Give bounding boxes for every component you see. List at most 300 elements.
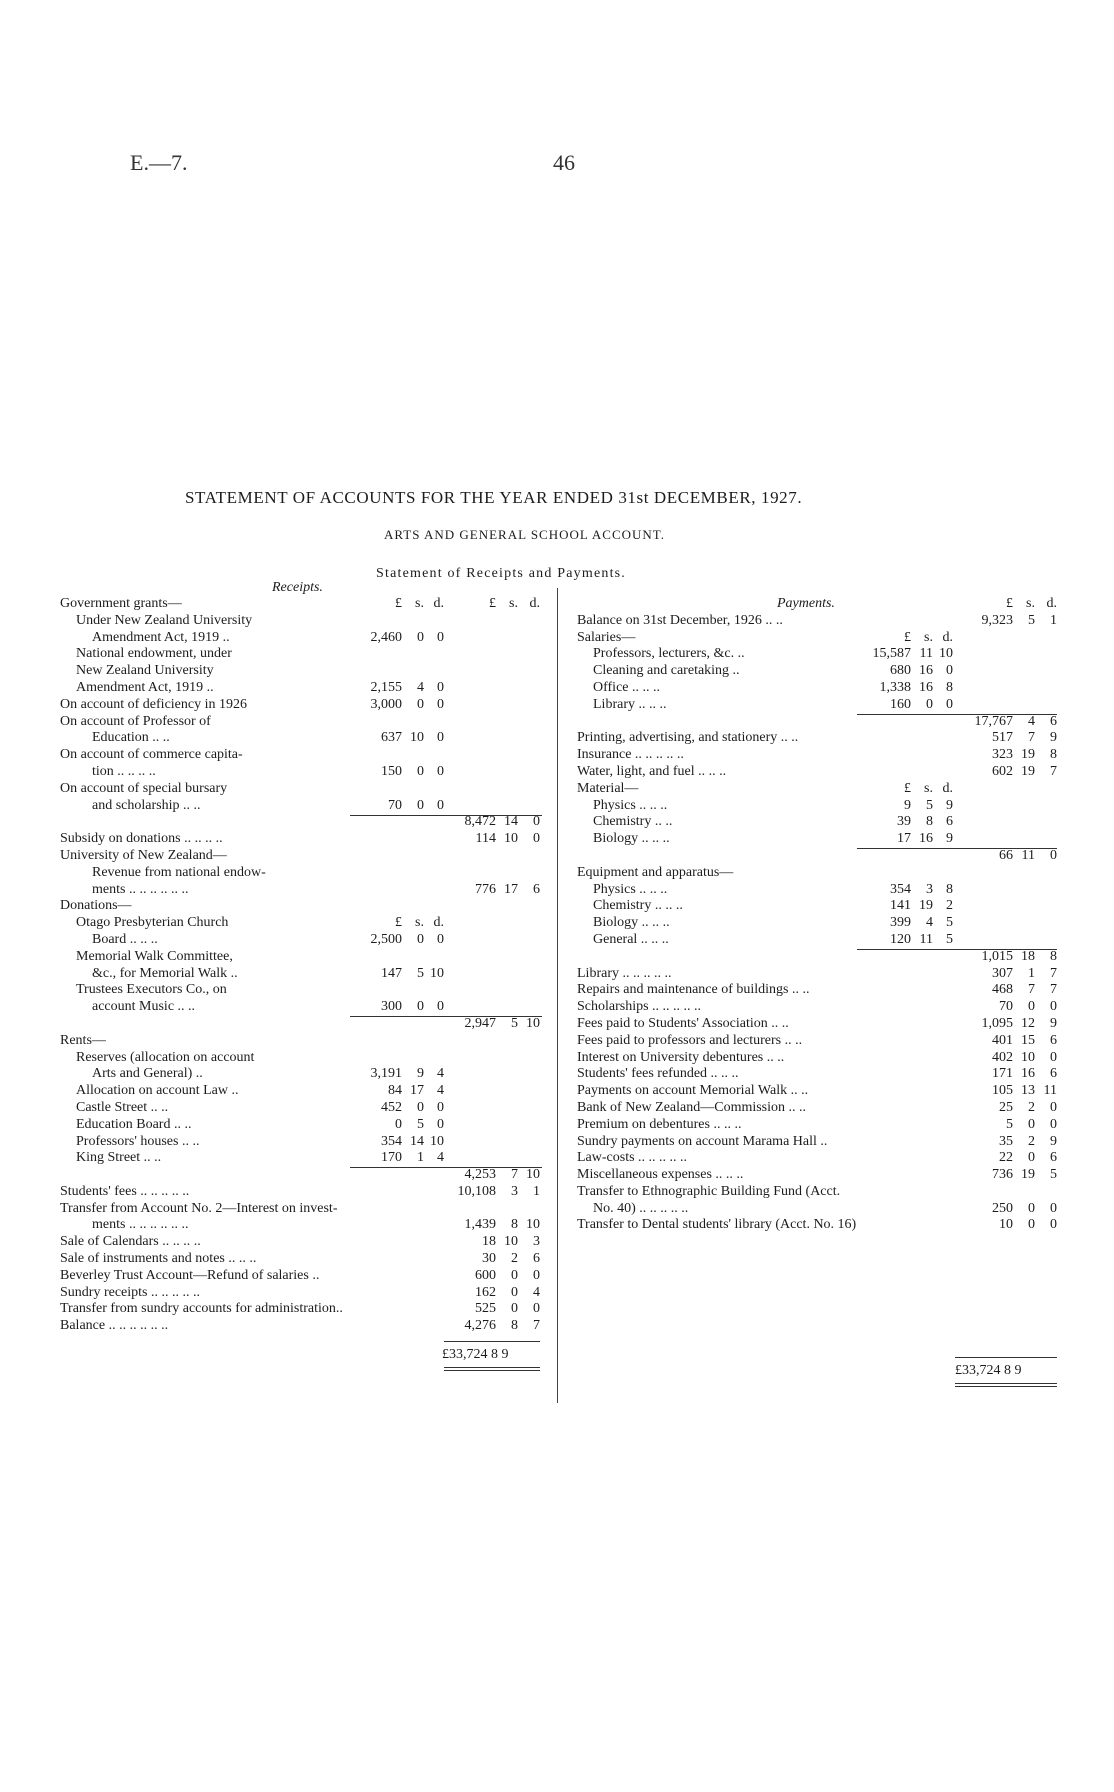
row-label: Castle Street .. .. <box>76 1099 169 1115</box>
amount-pence: 0 <box>437 931 444 947</box>
payment-row <box>577 663 1077 680</box>
amount-shillings: 19 <box>919 898 933 914</box>
amount-pence: 0 <box>437 797 444 813</box>
row-label: Balance on 31st December, 1926 .. .. <box>577 612 783 628</box>
amount-pounds: £ <box>395 915 402 931</box>
amount-pence: 0 <box>1050 1116 1057 1132</box>
row-label: No. 40) .. .. .. .. .. <box>593 1200 689 1216</box>
receipt-row <box>60 680 550 697</box>
row-label: Chemistry .. .. <box>593 814 673 830</box>
amount-pounds: 171 <box>992 1066 1013 1082</box>
receipt-row <box>60 781 550 798</box>
row-label: Rents— <box>60 1032 106 1048</box>
amount-pence: 4 <box>437 1150 444 1166</box>
amount-shillings: 5 <box>1028 612 1035 628</box>
amount-shillings: 0 <box>417 999 424 1015</box>
amount-pence: 10 <box>526 1217 540 1233</box>
amount-shillings: 0 <box>511 1267 518 1283</box>
row-label: Board .. .. .. <box>92 931 158 947</box>
amount-pence: 0 <box>1050 1099 1057 1115</box>
amount-pounds: 39 <box>897 814 911 830</box>
amount-pounds: 401 <box>992 1032 1013 1048</box>
amount-shillings: 11 <box>1021 847 1035 863</box>
payment-row <box>577 1016 1077 1033</box>
receipt-row <box>60 882 550 899</box>
amount-pence: 5 <box>946 931 953 947</box>
receipt-row <box>60 730 550 747</box>
receipt-row <box>60 1217 550 1234</box>
amount-shillings: 19 <box>1021 763 1035 779</box>
amount-pounds: 84 <box>388 1083 402 1099</box>
amount-pounds: £ <box>489 596 496 611</box>
row-label: National endowment, under <box>76 646 232 662</box>
amount-pounds: £ <box>395 596 402 611</box>
amount-shillings: 19 <box>1021 1167 1035 1183</box>
payments-total: £33,724 8 9 <box>955 1363 1022 1378</box>
payment-row <box>577 646 1077 663</box>
amount-pence: 10 <box>430 1133 444 1149</box>
row-label: Payments on account Memorial Walk .. .. <box>577 1083 809 1099</box>
row-label: Sundry payments on account Marama Hall .. <box>577 1133 828 1149</box>
payment-row <box>577 1201 1077 1218</box>
amount-pence: 0 <box>946 663 953 679</box>
row-label: Repairs and maintenance of buildings .. .. <box>577 982 810 998</box>
amount-pounds: 776 <box>475 881 496 897</box>
amount-shillings: 13 <box>1021 1083 1035 1099</box>
amount-pounds: 25 <box>999 1099 1013 1115</box>
amount-shillings: 14 <box>410 1133 424 1149</box>
payment-row <box>577 1167 1077 1184</box>
payment-row <box>577 932 1077 949</box>
row-label: Premium on debentures .. .. .. <box>577 1116 742 1132</box>
row-label: Professors' houses .. .. <box>76 1133 200 1149</box>
payments-total-row <box>577 1357 1077 1397</box>
amount-pence: 0 <box>1050 1217 1057 1233</box>
payment-row <box>577 764 1077 781</box>
receipt-row <box>60 1301 550 1318</box>
amount-pounds: 1,338 <box>879 679 911 695</box>
amount-shillings: 16 <box>919 663 933 679</box>
amount-pence: 2 <box>946 898 953 914</box>
row-label: On account of special bursary <box>60 780 228 796</box>
amount-pounds: 1,439 <box>464 1217 496 1233</box>
amount-shillings: 5 <box>926 797 933 813</box>
receipt-row <box>60 1268 550 1285</box>
receipt-row <box>60 1066 550 1083</box>
row-label: Salaries— <box>577 629 636 645</box>
amount-pence: 3 <box>533 1234 540 1250</box>
amount-pence: 8 <box>946 679 953 695</box>
amount-shillings: s. <box>924 780 933 796</box>
amount-pence: 1 <box>533 1183 540 1199</box>
amount-shillings: 0 <box>417 1099 424 1115</box>
amount-shillings: 2 <box>1028 1099 1035 1115</box>
amount-shillings: s. <box>509 596 518 611</box>
payment-row <box>577 848 1077 865</box>
payments-rows <box>577 596 1077 1234</box>
receipt-row <box>60 714 550 731</box>
receipt-row <box>60 646 550 663</box>
amount-pounds: 9 <box>904 797 911 813</box>
amount-pounds: £ <box>904 629 911 645</box>
amount-pence: 8 <box>1050 948 1057 964</box>
amount-pounds: 2,460 <box>370 629 402 645</box>
statement-title: STATEMENT OF ACCOUNTS FOR THE YEAR ENDED 31st DECEMBER, 1927. <box>185 488 803 507</box>
payment-row <box>577 982 1077 999</box>
amount-pence: 0 <box>437 696 444 712</box>
amount-pence: 8 <box>946 881 953 897</box>
row-label: Revenue from national endow- <box>92 864 266 880</box>
payments-column <box>577 596 1077 1234</box>
row-label: Physics .. .. .. <box>593 797 668 813</box>
row-label: On account of commerce capita- <box>60 747 243 763</box>
amount-pounds: 354 <box>381 1133 402 1149</box>
payment-row <box>577 1050 1077 1067</box>
amount-pence: 6 <box>533 881 540 897</box>
payment-row <box>577 949 1077 966</box>
amount-pence: 8 <box>1050 747 1057 763</box>
amount-pence: 9 <box>1050 1133 1057 1149</box>
amount-shillings: 4 <box>926 915 933 931</box>
amount-pounds: 3,000 <box>370 696 402 712</box>
amount-pence: 11 <box>1043 1083 1057 1099</box>
amount-pence: 9 <box>1050 730 1057 746</box>
receipts-rows <box>60 596 550 1335</box>
row-label: Bank of New Zealand—Commission .. .. <box>577 1099 807 1115</box>
amount-pence: 0 <box>437 730 444 746</box>
amount-pounds: 525 <box>475 1301 496 1317</box>
amount-pence: 0 <box>437 1116 444 1132</box>
amount-pence: 7 <box>1050 763 1057 779</box>
account-subtitle: ARTS AND GENERAL SCHOOL ACCOUNT. <box>384 527 665 542</box>
amount-pence: d. <box>433 915 444 931</box>
amount-pence: 9 <box>1050 1015 1057 1031</box>
payment-row <box>577 1184 1077 1201</box>
amount-pence: 0 <box>1050 1200 1057 1216</box>
statement-subheading: Statement of Receipts and Payments. <box>376 566 627 581</box>
amount-pence: 4 <box>533 1284 540 1300</box>
payment-row <box>577 1083 1077 1100</box>
amount-pounds: 105 <box>992 1083 1013 1099</box>
amount-pounds: 300 <box>381 999 402 1015</box>
amount-pounds: 250 <box>992 1200 1013 1216</box>
payment-row <box>577 798 1077 815</box>
receipt-row <box>60 1285 550 1302</box>
amount-pounds: £ <box>904 780 911 796</box>
row-label: On account of Professor of <box>60 713 211 729</box>
row-label: tion .. .. .. .. <box>92 763 156 779</box>
amount-pounds: 66 <box>999 847 1013 863</box>
amount-pounds: 468 <box>992 982 1013 998</box>
payment-row <box>577 1117 1077 1134</box>
amount-shillings: 16 <box>919 831 933 847</box>
row-label: Trustees Executors Co., on <box>76 982 227 998</box>
row-label: Memorial Walk Committee, <box>76 948 233 964</box>
amount-shillings: 16 <box>919 679 933 695</box>
receipt-row <box>60 764 550 781</box>
row-label: Transfer from sundry accounts for administration.. <box>60 1301 343 1317</box>
row-label: Sale of instruments and notes .. .. .. <box>60 1251 257 1267</box>
payment-row <box>577 613 1077 630</box>
amount-pounds: 70 <box>388 797 402 813</box>
payment-row <box>577 1066 1077 1083</box>
amount-pounds: 9,323 <box>981 612 1013 628</box>
amount-pence: 5 <box>1050 1167 1057 1183</box>
receipt-row <box>60 831 550 848</box>
amount-pounds: 35 <box>999 1133 1013 1149</box>
payment-row <box>577 697 1077 714</box>
row-label: Arts and General) .. <box>92 1066 203 1082</box>
amount-shillings: s. <box>1026 596 1035 611</box>
amount-pounds: 323 <box>992 747 1013 763</box>
row-label: Students' fees refunded .. .. .. <box>577 1066 739 1082</box>
amount-pounds: 22 <box>999 1150 1013 1166</box>
amount-pence: d. <box>1046 596 1057 611</box>
payment-row <box>577 596 1077 613</box>
amount-shillings: 0 <box>511 1284 518 1300</box>
amount-shillings: s. <box>415 915 424 931</box>
amount-pounds: 10,108 <box>457 1183 496 1199</box>
amount-pence: 0 <box>437 999 444 1015</box>
amount-pounds: 10 <box>999 1217 1013 1233</box>
amount-pounds: 150 <box>381 763 402 779</box>
receipt-row <box>60 1167 550 1184</box>
amount-pence: 7 <box>1050 982 1057 998</box>
payment-row <box>577 1217 1077 1234</box>
amount-shillings: 0 <box>1028 1200 1035 1216</box>
row-label: Under New Zealand University <box>76 612 253 628</box>
amount-pence: 9 <box>946 797 953 813</box>
amount-pounds: 15,587 <box>872 646 911 662</box>
row-label: Sale of Calendars .. .. .. .. <box>60 1234 201 1250</box>
amount-pence: 0 <box>1050 847 1057 863</box>
amount-pounds: 114 <box>475 831 496 847</box>
receipt-row <box>60 1100 550 1117</box>
amount-shillings: 0 <box>417 931 424 947</box>
payment-row <box>577 680 1077 697</box>
payment-row <box>577 1134 1077 1151</box>
receipt-row <box>60 663 550 680</box>
payment-row <box>577 898 1077 915</box>
payment-row <box>577 999 1077 1016</box>
amount-pence: 0 <box>437 679 444 695</box>
amount-pounds: 600 <box>475 1267 496 1283</box>
row-label: Biology .. .. .. <box>593 915 670 931</box>
amount-pounds: 4,276 <box>464 1318 496 1334</box>
amount-pounds: 0 <box>395 1116 402 1132</box>
amount-shillings: 0 <box>417 797 424 813</box>
row-label: Office .. .. .. <box>593 679 660 695</box>
amount-pence: d. <box>529 596 540 611</box>
amount-pence: 6 <box>1050 1150 1057 1166</box>
amount-shillings: 17 <box>504 881 518 897</box>
payment-row <box>577 831 1077 848</box>
row-label: Otago Presbyterian Church <box>76 915 229 931</box>
amount-pence: d. <box>942 629 953 645</box>
receipt-row <box>60 982 550 999</box>
row-label: Library .. .. .. <box>593 696 667 712</box>
amount-shillings: s. <box>924 629 933 645</box>
amount-pence: d. <box>942 780 953 796</box>
amount-shillings: 5 <box>417 1116 424 1132</box>
amount-pounds: 1,095 <box>981 1015 1013 1031</box>
amount-shillings: 7 <box>511 1167 518 1183</box>
receipt-row <box>60 1251 550 1268</box>
amount-shillings: 8 <box>511 1217 518 1233</box>
receipts-total: £33,724 8 9 <box>442 1347 509 1363</box>
amount-pence: 0 <box>1050 1049 1057 1065</box>
row-label: Cleaning and caretaking .. <box>593 663 740 679</box>
total-rule <box>955 1357 1057 1358</box>
total-double-rule <box>444 1367 540 1371</box>
amount-shillings: 17 <box>410 1083 424 1099</box>
amount-shillings: 0 <box>1028 1116 1035 1132</box>
amount-shillings: 11 <box>919 646 933 662</box>
amount-pounds: 517 <box>992 730 1013 746</box>
amount-pounds: 736 <box>992 1167 1013 1183</box>
amount-pounds: 30 <box>482 1251 496 1267</box>
row-label: Students' fees .. .. .. .. .. <box>60 1183 190 1199</box>
row-label: ments .. .. .. .. .. .. <box>92 881 189 897</box>
amount-pounds: 3,191 <box>370 1066 402 1082</box>
amount-shillings: 7 <box>1028 982 1035 998</box>
row-label: Education .. .. <box>92 730 170 746</box>
row-label: New Zealand University <box>76 663 214 679</box>
row-label: Government grants— <box>60 596 182 611</box>
amount-shillings: 11 <box>919 931 933 947</box>
amount-pounds: 1,015 <box>981 948 1013 964</box>
report-code: E.—7. <box>130 150 188 175</box>
amount-shillings: 8 <box>511 1318 518 1334</box>
receipt-row <box>60 898 550 915</box>
amount-shillings: 1 <box>1028 965 1035 981</box>
row-label: King Street .. .. <box>76 1150 162 1166</box>
amount-pounds: 307 <box>992 965 1013 981</box>
amount-pence: 6 <box>946 814 953 830</box>
receipt-row <box>60 814 550 831</box>
receipt-row <box>60 613 550 630</box>
amount-pounds: 354 <box>890 881 911 897</box>
row-label: Amendment Act, 1919 .. <box>76 679 214 695</box>
amount-shillings: 0 <box>417 629 424 645</box>
amount-pence: 0 <box>533 1301 540 1317</box>
row-label: ments .. .. .. .. .. .. <box>92 1217 189 1233</box>
payment-row <box>577 714 1077 731</box>
receipt-row <box>60 1016 550 1033</box>
amount-shillings: 12 <box>1021 1015 1035 1031</box>
amount-shillings: 2 <box>511 1251 518 1267</box>
amount-pounds: 602 <box>992 763 1013 779</box>
amount-pounds: 17 <box>897 831 911 847</box>
payments-heading: Payments. <box>777 596 835 611</box>
row-label: On account of deficiency in 1926 <box>60 696 247 712</box>
amount-pounds: 5 <box>1006 1116 1013 1132</box>
row-label: and scholarship .. .. <box>92 797 201 813</box>
amount-shillings: 1 <box>417 1150 424 1166</box>
amount-pence: 10 <box>526 1167 540 1183</box>
receipt-row <box>60 999 550 1016</box>
receipts-total-row <box>60 1335 550 1375</box>
amount-pence: 7 <box>533 1318 540 1334</box>
row-label: Amendment Act, 1919 .. <box>92 629 230 645</box>
amount-pounds: 452 <box>381 1099 402 1115</box>
row-label: Equipment and apparatus— <box>577 864 734 880</box>
receipt-row <box>60 697 550 714</box>
amount-pounds: 162 <box>475 1284 496 1300</box>
row-label: Subsidy on donations .. .. .. .. <box>60 831 223 847</box>
amount-shillings: 18 <box>1021 948 1035 964</box>
amount-pounds: 8,472 <box>464 814 496 830</box>
amount-pence: 7 <box>1050 965 1057 981</box>
amount-pence: 0 <box>533 814 540 830</box>
payment-row <box>577 966 1077 983</box>
receipt-row <box>60 1201 550 1218</box>
row-label: University of New Zealand— <box>60 847 227 863</box>
payment-row <box>577 1100 1077 1117</box>
amount-shillings: 10 <box>504 831 518 847</box>
receipt-row <box>60 949 550 966</box>
row-label: Material— <box>577 780 639 796</box>
row-label: Scholarships .. .. .. .. .. <box>577 999 702 1015</box>
amount-shillings: s. <box>415 596 424 611</box>
amount-pence: 10 <box>526 1015 540 1031</box>
row-label: Reserves (allocation on account <box>76 1049 255 1065</box>
receipt-row <box>60 596 550 613</box>
payment-row <box>577 1150 1077 1167</box>
amount-shillings: 0 <box>1028 999 1035 1015</box>
amount-pounds: 120 <box>890 931 911 947</box>
amount-pence: 6 <box>1050 713 1057 729</box>
row-label: Law-costs .. .. .. .. .. <box>577 1150 688 1166</box>
payment-row <box>577 781 1077 798</box>
row-label: Miscellaneous expenses .. .. .. <box>577 1167 744 1183</box>
row-label: Biology .. .. .. <box>593 831 670 847</box>
payment-row <box>577 865 1077 882</box>
amount-pence: 0 <box>533 831 540 847</box>
amount-pounds: 2,500 <box>370 931 402 947</box>
page-number: 46 <box>553 150 575 175</box>
amount-pounds: 70 <box>999 999 1013 1015</box>
row-label: Library .. .. .. .. .. <box>577 965 672 981</box>
amount-shillings: 10 <box>410 730 424 746</box>
amount-pence: 4 <box>437 1083 444 1099</box>
amount-pounds: £ <box>1006 596 1013 611</box>
payment-row <box>577 747 1077 764</box>
amount-shillings: 0 <box>511 1301 518 1317</box>
receipts-column <box>60 580 550 1375</box>
receipt-row <box>60 1117 550 1134</box>
row-label: General .. .. .. <box>593 931 669 947</box>
amount-pence: 6 <box>1050 1066 1057 1082</box>
payment-row <box>577 814 1077 831</box>
total-rule <box>444 1341 540 1342</box>
amount-shillings: 3 <box>926 881 933 897</box>
amount-shillings: 14 <box>504 814 518 830</box>
amount-pence: 6 <box>1050 1032 1057 1048</box>
row-label: Chemistry .. .. .. <box>593 898 683 914</box>
amount-shillings: 9 <box>417 1066 424 1082</box>
receipt-row <box>60 1150 550 1167</box>
amount-shillings: 4 <box>1028 713 1035 729</box>
row-label: Fees paid to Students' Association .. .. <box>577 1015 789 1031</box>
amount-pounds: 4,253 <box>464 1167 496 1183</box>
column-divider <box>557 588 558 1403</box>
receipt-row <box>60 1083 550 1100</box>
amount-pence: 1 <box>1050 612 1057 628</box>
row-label: Sundry receipts .. .. .. .. .. <box>60 1284 200 1300</box>
receipts-heading: Receipts. <box>272 580 323 595</box>
receipt-row <box>60 932 550 949</box>
